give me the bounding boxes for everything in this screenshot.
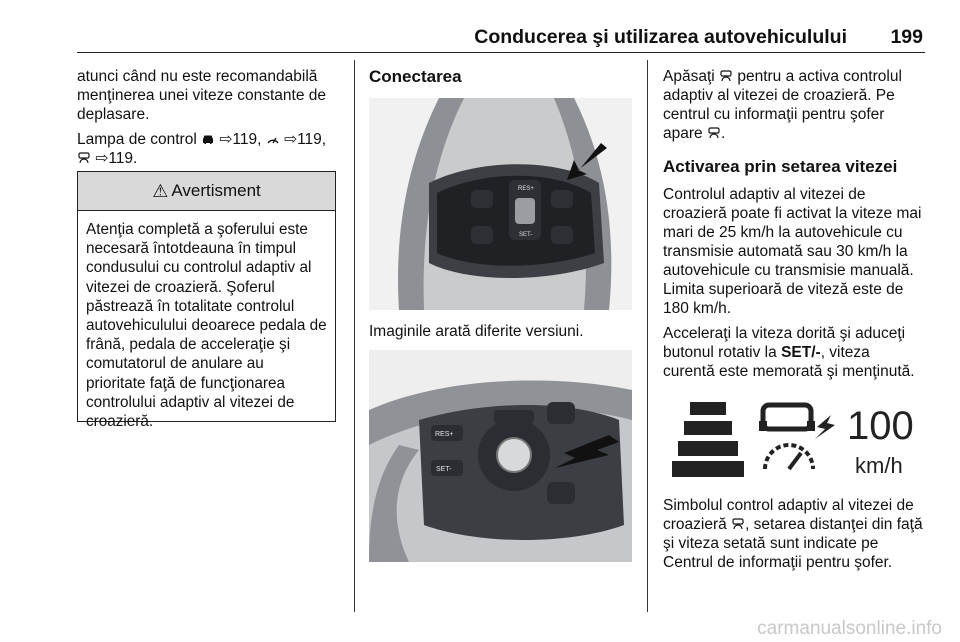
left-column: [77, 67, 339, 174]
right-paragraph-4: [663, 496, 925, 572]
car-icon: [201, 133, 215, 145]
watermark: carmanualsonline.info: [757, 618, 942, 639]
right-paragraph-1: [663, 67, 925, 143]
steering-wheel-figure-1: [369, 98, 632, 310]
period: .: [720, 125, 726, 142]
warning-triangle-icon: ⚠: [152, 180, 169, 201]
set-label-2: SET-: [436, 466, 452, 473]
activate-text: pentru a activa controlul adaptiv al vitezei de croazieră. Pe centrul cu informaţii pentru şofer apare: [663, 68, 902, 142]
driver-info-display: [665, 397, 923, 480]
press-text: Apăsaţi: [663, 68, 715, 85]
section-heading-connect: Conectarea: [369, 67, 462, 86]
section-heading-activation: Activarea prin setarea vitezei: [663, 157, 898, 176]
column-divider-2: [647, 60, 648, 612]
res-label: RES+: [518, 186, 534, 192]
accelerate-text: Acceleraţi la viteza dorită şi aduceţi butonul rotativ la: [663, 325, 906, 361]
column-divider-1: [354, 60, 355, 612]
warning-header: [78, 172, 335, 211]
figure-caption: Imaginile arată diferite versiuni.: [369, 323, 584, 340]
right-column: [663, 67, 925, 387]
middle-column: [369, 67, 634, 86]
adaptive-cruise-icon: [707, 127, 721, 139]
adaptive-cruise-icon: [731, 518, 745, 530]
memorized-text: , viteza curentă este memorată şi menţinută.: [663, 344, 915, 380]
steering-wheel-figure-2: [369, 350, 632, 562]
res-label-2: RES+: [435, 431, 454, 438]
adaptive-cruise-icon: [77, 152, 91, 164]
left-paragraph-2: [77, 130, 339, 168]
symbol-text: Simbolul control adaptiv al vitezei de croazieră: [663, 497, 914, 533]
cruise-control-icon: [266, 133, 280, 145]
warning-title: Avertisment: [171, 181, 261, 200]
page-ref-3: 119.: [108, 150, 138, 167]
page-ref-2: 119,: [297, 131, 327, 148]
warning-text: Atenţia completă a şoferului este necesară întotdeauna în timpul condusului cu controlul adaptiv al vitezei de croazieră. Şoferul păstrează în totalitate controlul autovehiculului deoarece pedala de frână, pedala de acceleraţie şi comutatorul de anulare au prioritate faţă de funcţionarea controlului adaptiv al vitezei de croazieră.: [86, 221, 327, 431]
set-speed-value: 100: [847, 404, 914, 448]
control-lamp-label: Lampa de control: [77, 131, 197, 148]
ref-arrow-icon: ⇨: [284, 131, 298, 148]
chapter-title: Conducerea şi utilizarea autovehiculului: [474, 26, 847, 48]
adaptive-cruise-icon: [719, 70, 733, 82]
right-paragraph-2: Controlul adaptiv al vitezei de croazieră poate fi activat la viteze mai mari de 25 km/h la autovehicule cu transmisie automată sau 30 km/h la autovehicule cu transmisie manuală. Limita superioară de viteză este de 180 km/h.: [663, 186, 922, 317]
page-ref-1: 119,: [232, 131, 262, 148]
ref-arrow-icon: ⇨: [95, 150, 109, 167]
page-number: 199: [890, 26, 923, 48]
speed-unit: km/h: [855, 453, 903, 478]
set-label: SET-: [519, 232, 533, 238]
indicated-text: , setarea distanţei din faţă şi viteza setată sunt indicate pe Centrul de informaţii pentru şofer.: [663, 516, 923, 571]
page-header: [77, 26, 925, 53]
left-paragraph-1: atunci când nu este recomandabilă menţinerea unei viteze constante de deplasare.: [77, 68, 327, 123]
ref-arrow-icon: ⇨: [219, 131, 233, 148]
warning-box: [77, 171, 336, 431]
set-button-label: SET/-: [781, 344, 821, 361]
adaptive-cruise-display-icon: [759, 405, 835, 469]
right-paragraph-3: [663, 324, 925, 381]
